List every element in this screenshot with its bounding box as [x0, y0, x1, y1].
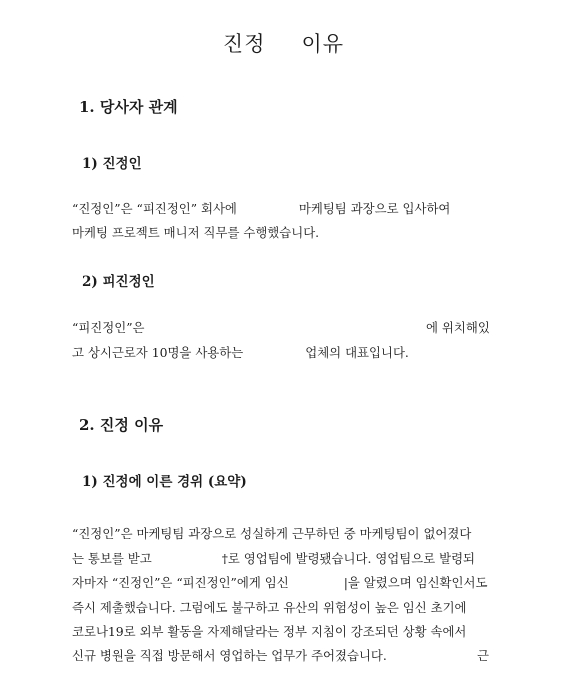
subsection-1-1-heading: 1) 진정인	[82, 156, 142, 172]
paragraph-line: 신규 병원을 직접 방문해서 영업하는 업무가 주어졌습니다.	[72, 648, 387, 663]
paragraph-line: 즉시 제출했습니다. 그럼에도 불구하고 유산의 위험성이 높은 임신 초기에	[72, 600, 467, 615]
paragraph-line: “피진정인”은	[72, 320, 145, 335]
section-1-heading: 1. 당사자 관계	[79, 98, 178, 116]
paragraph-line: “진정인”은 “피진정인” 회사에 마케팅팀 과장으로 입사하여	[72, 201, 451, 216]
paragraph-line: 는 통보를 받고 †로 영업팀에 발령됐습니다. 영업팀으로 발령되	[72, 551, 476, 566]
subsection-2-1-heading: 1) 진정에 이른 경위 (요약)	[82, 474, 247, 490]
document-title	[0, 28, 567, 58]
title-part-2: 이유	[301, 32, 345, 56]
paragraph-line: 고 상시근로자 10명을 사용하는 업체의 대표입니다.	[72, 345, 409, 360]
paragraph-line: 마케팅 프로젝트 매니저 직무를 수행했습니다.	[72, 225, 320, 240]
paragraph-line: 근	[477, 648, 489, 663]
title-part-1: 진정	[222, 32, 266, 56]
paragraph-line: 코로나19로 외부 활동을 자제해달라는 정부 지침이 강조되던 상황 속에서	[72, 624, 467, 639]
subsection-1-2-heading: 2) 피진정인	[82, 274, 155, 290]
section-2-heading: 2. 진정 이유	[79, 416, 164, 434]
paragraph-line: 자마자 “진정인”은 “피진정인”에게 임신 |을 알렸으며 임신확인서도	[72, 575, 488, 590]
paragraph-line: 에 위치해있	[426, 320, 490, 335]
paragraph-line: “진정인”은 마케팅팀 과장으로 성실하게 근무하던 중 마케팅팀이 없어졌다	[72, 526, 472, 541]
